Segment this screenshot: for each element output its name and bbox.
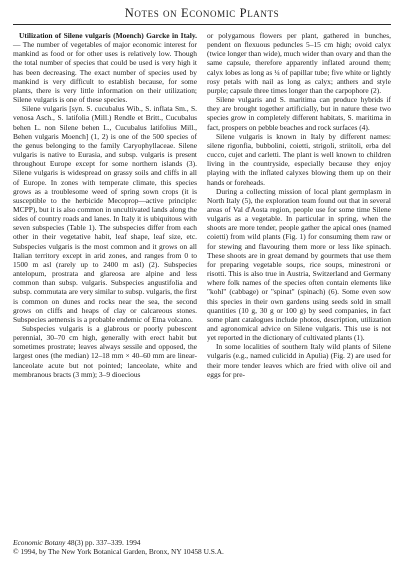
paragraph-1 bbox=[13, 31, 197, 104]
copyright-line: © 1994, by The New York Botanical Garden, Bronx, NY 10458 U.S.A. bbox=[13, 547, 224, 556]
paragraph-4: Silene vulgaris and S. maritima can produce hybrids if they are brought together artificially, but in nature these two species grow in completely different habitats, S. maritima in fact, prospers on pebble beaches and rock surfaces (4). bbox=[207, 95, 391, 132]
citation-line bbox=[13, 538, 391, 547]
left-column bbox=[13, 31, 197, 534]
paragraph-3: Subspecies vulgaris is a glabrous or poorly pubescent perennial, 30–70 cm high, generally with erect habit but sometimes prostrate; leaves always sessile and opposed, the largest ones (the median) 12–18 mm × 40–60 mm are linear-lanceolate acute but not pointed; lanceolate, white and membranous bracts (3 mm); 3–9 dioecious bbox=[13, 324, 197, 379]
running-header: Notes on Economic Plants bbox=[13, 6, 391, 25]
paragraph-7: In some localities of southern Italy wild plants of Silene vulgaris (e.g., named culicidd in Apulia) (Fig. 2) are used for their more tender leaves which are fried with olive oil and eggs for pre- bbox=[207, 342, 391, 379]
journal-name: Economic Botany bbox=[13, 538, 66, 547]
right-column bbox=[207, 31, 391, 534]
citation-details: 48(3) pp. 337–339. 1994 bbox=[65, 538, 141, 547]
lead-heading: Utilization of Silene vulgaris (Moench) Garcke in Italy. bbox=[19, 31, 197, 40]
two-column-body bbox=[13, 31, 391, 534]
page-footer bbox=[13, 538, 391, 556]
paragraph-2: Silene vulgaris [syn. S. cucubalus Wib., S. inflata Sm., S. venosa Asch., S. latifolia (Mill.) Rendle et Britt., Cucubalus behen L. non Silene behen L., Cucubalus latifolius Mill., Behen vulgaris Moench] (1, 2) is one of the 500 species of the genus belonging to the family Caryophyllaceae. Silene vulgaris is native to Eurasia, and subsp. vulgaris is present throughout Europe except for some northern islands (3). Silene vulgaris is widespread on grassy soils and cliffs in all of Europe. In zones with temperate climate, this species grows as a troublesome weed of spring sown crops (it is susceptible to the herbicide Mecoprop—active principle: MCPP), but it is also common in uncultivated lands along the sides of country roads and lanes. In Italy it is ubiquitous with seven subspecies (Table 1). The subspecies differ from each other in their vegetative habit, leaf shape, leaf size, etc. Subspecies vulgaris is the most common and it grows on all Italian territory except in arid zones, and ranges from 0 to 1500 m asl (rarely up to 2400 m asl) (2). Subspecies antelopum, prostrata and glareosa are alpine and less common than subsp. vulgaris. Subspecies angustifolia and subsp. commutata are very similar to subsp. vulgaris, the first is common on dunes and rocks near the sea, the second grows on cliffs and heaps of clay or calcareous stones. Subspecies aetnensis is a probable endemic of Etna volcano. bbox=[13, 104, 197, 324]
paragraph-6: During a collecting mission of local plant germplasm in North Italy (5), the exploration team found out that in several areas of Val d'Aosta region, people use for some time Silene vulgaris as a vegetable. In particular in spring, when the shoots are more tender, people gather the apical ones (named coietti) from wild plants (Fig. 1) for consuming them raw or for stewing and flavouring them more or less like spinach. These shoots are in great demand by gourmets that use them for preparing vegetable soups, rice soups, minestroni or risotti. This is also true in Austria, Switzerland and Germany where folk names of the species often contain elements like "kohl" (cabbage) or "spinat" (spinach) (6). Some even sow this species in their own gardens using seeds sold in small quantities (10 g, 30 g or 100 g) by seed companies, in fact some plant catalogues include photos, description, utilization and agronomical advice on Silene vulgaris. This use is not yet reported in the dictionary of cultivated plants (1). bbox=[207, 186, 391, 343]
paragraph-3-continued: or polygamous flowers per plant, gathered in bunches, pendent on flexuous peduncles 5–15 cm high; ovoid calyx (twice longer than wide), much wider than ovary and than the same capsule, therefore apparently inflated around them; calyx lobes as long as ¼ of papillar tube; five white or lightly rosy petals with nail as long as calyx; anthers and style purple; capsule three times longer than the carpophore (2). bbox=[207, 31, 391, 95]
paragraph-5: Silene vulgaris is known in Italy by different names: silene rigonfia, bubbolini, coietti, strigoli, striitoli, erba del cucco, cujet and carletti. The plant is well known to children living in the countryside, especially because they enjoy playing with the inflated calyxes blowing them up on their hands or foreheads. bbox=[207, 131, 391, 187]
paragraph-1-text: — The number of vegetables of major economic interest for mankind as food or for other uses is relatively low. Though the total number of species that could be used is very high it has been decreasing. The exact number of species used by mankind is very difficult to establish because, for some plants, there is very little information on their utilization; Silene vulgaris is one of these species. bbox=[13, 40, 197, 105]
